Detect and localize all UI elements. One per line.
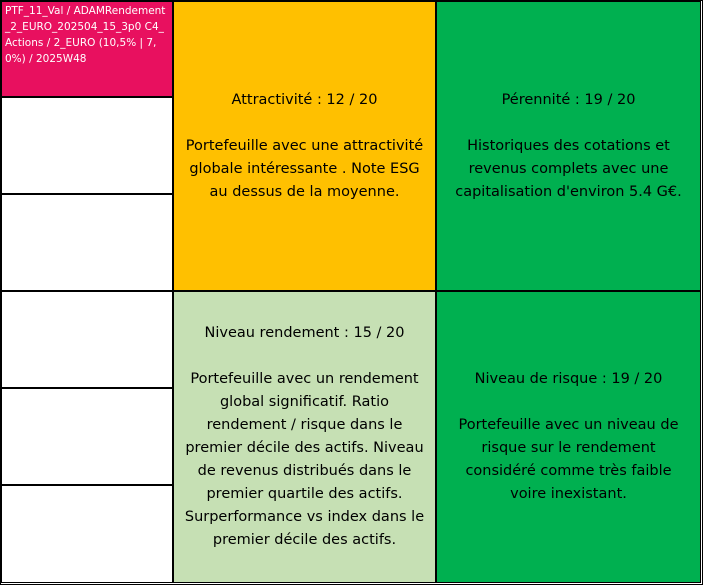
empty-cell [1,291,173,388]
attractivite-title: Attractivité : 12 / 20 [231,91,378,108]
perennite-panel [436,1,701,291]
empty-cell [1,97,173,194]
rendement-description: Portefeuille avec un rendement global significatif. Ratio rendement / risque dans le premier décile des actifs. Niveau de revenus distribués dans le premier quartile des actifs. Surperformance vs index dans le premier décile des actifs. [184,371,425,548]
portfolio-header-label: PTF_11_Val / ADAMRendement_2_EURO_202504_15_3p0 C4_Actions / 2_EURO (10,5% | 7,0%) / 2025W48 [5,5,166,65]
risque-title: Niveau de risque : 19 / 20 [474,371,663,387]
empty-cell [1,388,173,485]
empty-cell [1,485,173,583]
rendement-title: Niveau rendement : 15 / 20 [204,325,405,341]
risque-panel [436,291,701,583]
empty-cell [1,194,173,291]
perennite-title: Pérennité : 19 / 20 [501,91,636,108]
attractivite-panel [173,1,436,291]
perennite-description: Historiques des cotations et revenus complets avec une capitalisation d'environ 5.4 G€. [455,137,682,200]
rendement-panel [173,291,436,583]
risque-description: Portefeuille avec un niveau de risque sur le rendement considéré comme très faible voire inexistant. [458,417,679,502]
portfolio-header [1,1,173,97]
attractivite-description: Portefeuille avec une attractivité globale intéressante . Note ESG au dessus de la moyenne. [185,137,424,200]
